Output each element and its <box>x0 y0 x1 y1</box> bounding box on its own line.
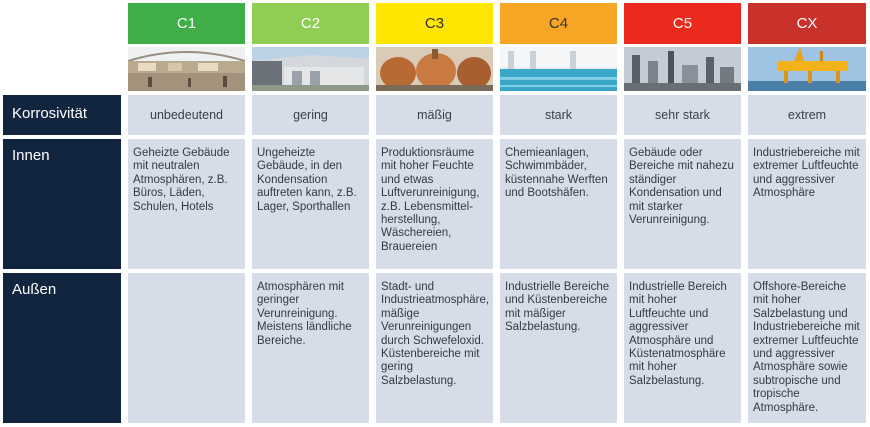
class-label: C2 <box>300 15 321 32</box>
class-header-cx <box>748 3 866 44</box>
corrosivity-cx <box>748 95 866 135</box>
class-header-c1 <box>128 3 245 44</box>
corrosivity-c4 <box>500 95 617 135</box>
corrosivity-c2 <box>252 95 369 135</box>
image-brewery-kettles <box>376 47 493 91</box>
innen-text: Industriebereiche mit extremer Luftfeuchte und aggressiver Atmosphäre <box>753 147 860 200</box>
aussen-text: Industrielle Bereich mit hoher Luftfeuchte und aggressiver Atmosphäre und Küstenatmosphäre mit hoher Salzbelastung. <box>629 281 727 387</box>
aussen-c2 <box>252 273 369 423</box>
class-label: CX <box>796 15 818 32</box>
aussen-c1 <box>128 273 245 423</box>
aussen-text: Stadt- und Industrieatmosphäre, mäßige Verunreinigungen durch Schwefeloxid. Küstenbereiche mit gering Salzbelastung. <box>381 281 490 387</box>
image-refinery <box>624 47 741 91</box>
innen-c3 <box>376 139 493 269</box>
row-label-text: Korrosivität <box>12 105 88 122</box>
class-label: C3 <box>424 15 445 32</box>
image-swimming-pool <box>500 47 617 91</box>
corrosivity-value: mäßig <box>417 108 452 122</box>
aussen-c5 <box>624 273 741 423</box>
aussen-text: Atmosphären mit geringer Verunreinigung. Meistens ländliche Bereiche. <box>257 281 352 347</box>
class-label: C5 <box>672 15 693 32</box>
innen-text: Produktionsräume mit hoher Feuchte und etwas Luftverunreinigung, z.B. Lebensmittel-herstellung, Wäschereien, Brauereien <box>381 147 480 253</box>
class-label: C4 <box>548 15 569 32</box>
image-offshore-platform <box>748 47 866 91</box>
corrosivity-c1 <box>128 95 245 135</box>
innen-text: Chemieanlagen, Schwimmbäder, küstennahe Werften und Bootshäfen. <box>505 147 608 200</box>
row-label-korrosivitaet <box>3 95 121 135</box>
class-header-c2 <box>252 3 369 44</box>
aussen-c3 <box>376 273 493 423</box>
class-label: C1 <box>176 15 197 32</box>
corrosivity-value: unbedeutend <box>150 108 223 122</box>
aussen-text: Offshore-Bereiche mit hoher Salzbelastung und Industriebereiche mit extremer Luftfeuchte und aggressiver Atmosphäre sowie subtropische und tropische Atmosphäre. <box>753 281 860 414</box>
class-header-c5 <box>624 3 741 44</box>
aussen-text: Industrielle Bereiche und Küstenbereiche mit mäßiger Salzbelastung. <box>505 281 610 334</box>
corrosivity-value: extrem <box>787 108 827 122</box>
aussen-cx <box>748 273 866 423</box>
innen-text: Geheizte Gebäude mit neutralen Atmosphären, z.B. Büros, Läden, Schulen, Hotels <box>133 147 230 213</box>
image-shopping-mall <box>128 47 245 91</box>
row-label-text: Außen <box>12 281 57 298</box>
innen-text: Gebäude oder Bereiche mit nahezu ständiger Kondensation und mit starker Verunreinigung. <box>629 147 734 227</box>
innen-cx <box>748 139 866 269</box>
image-industrial-hall <box>252 47 369 91</box>
row-label-text: Innen <box>12 147 50 164</box>
class-header-c3 <box>376 3 493 44</box>
corrosivity-c3 <box>376 95 493 135</box>
class-header-c4 <box>500 3 617 44</box>
row-label-aussen <box>3 273 121 423</box>
aussen-c4 <box>500 273 617 423</box>
innen-c5 <box>624 139 741 269</box>
corrosivity-value: stark <box>544 108 573 122</box>
corrosivity-value: sehr stark <box>655 108 710 122</box>
corrosivity-value: gering <box>293 108 328 122</box>
innen-c1 <box>128 139 245 269</box>
corrosivity-c5 <box>624 95 741 135</box>
innen-c2 <box>252 139 369 269</box>
row-label-innen <box>3 139 121 269</box>
innen-c4 <box>500 139 617 269</box>
innen-text: Ungeheizte Gebäude, in den Kondensation auftreten kann, z.B. Lager, Sporthallen <box>257 147 357 213</box>
